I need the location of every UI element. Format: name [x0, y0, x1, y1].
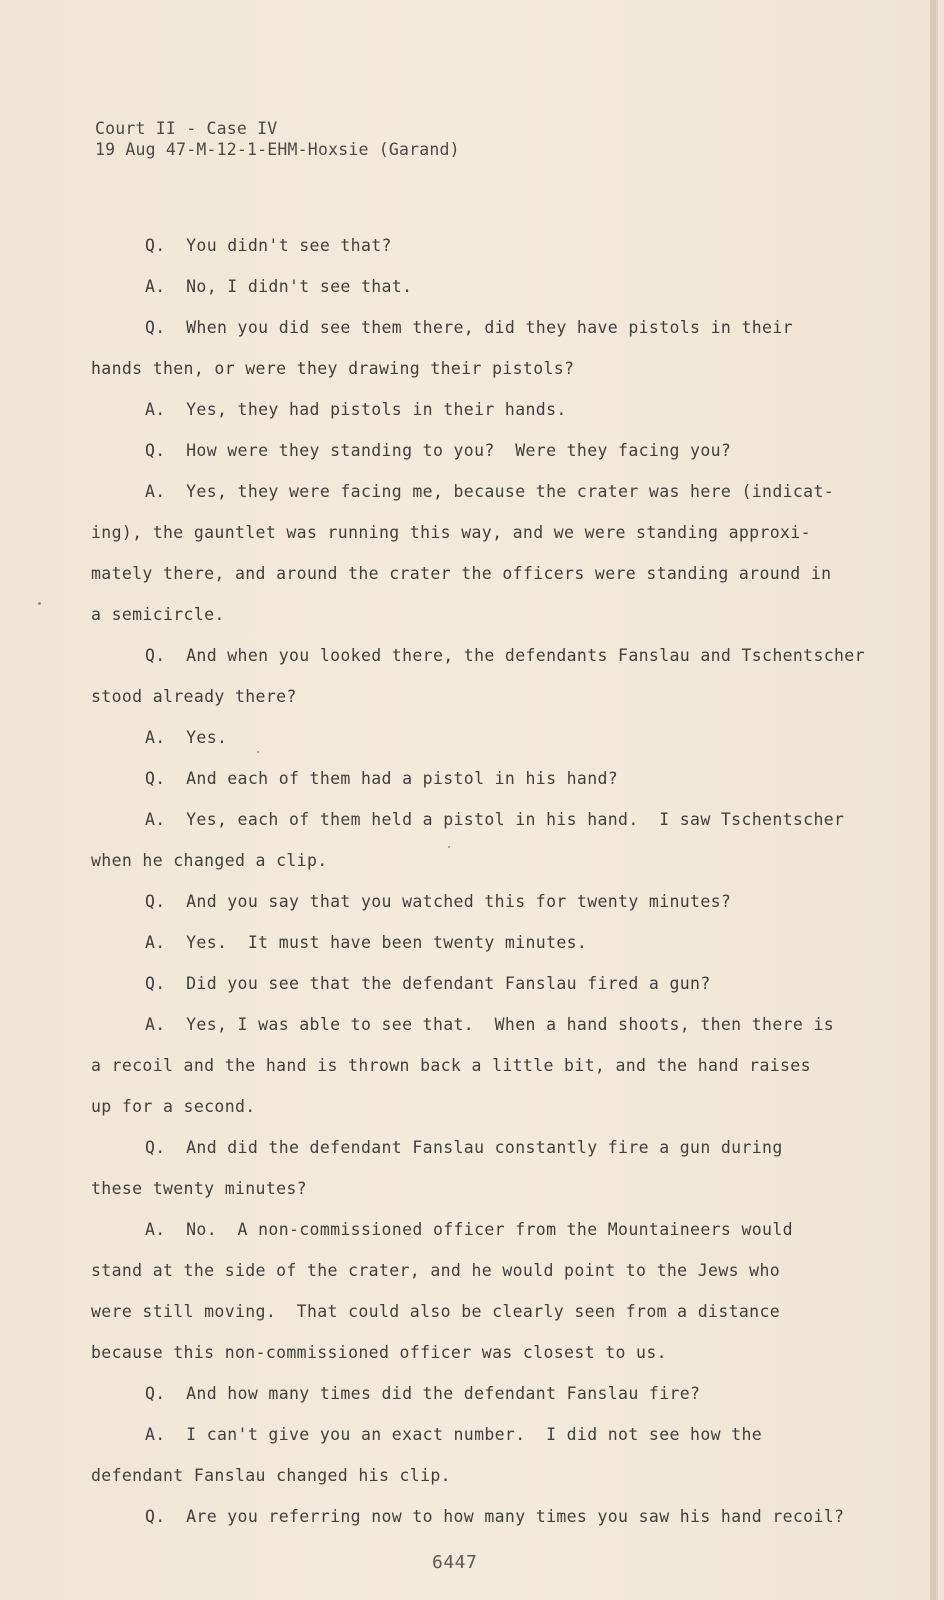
transcript-line: defendant Fanslau changed his clip.	[91, 1466, 451, 1485]
paper-speck	[38, 602, 41, 605]
transcript-line: Q. And you say that you watched this for twenty minutes?	[145, 892, 732, 911]
document-header	[95, 118, 460, 160]
transcript-line: A. Yes, they were facing me, because the crater was here (indicat-	[145, 482, 835, 501]
transcript-line: Q. How were they standing to you? Were they facing you?	[145, 441, 732, 460]
transcript-line: when he changed a clip.	[91, 851, 328, 870]
transcript-line: A. Yes. It must have been twenty minutes.	[145, 933, 588, 952]
case-reference: 19 Aug 47-M-12-1-EHM-Hoxsie (Garand)	[95, 140, 460, 159]
transcript-line: A. I can't give you an exact number. I did not see how the	[145, 1425, 763, 1444]
transcript-line: Q. When you did see them there, did they have pistols in their	[145, 318, 793, 337]
transcript-line: hands then, or were they drawing their pistols?	[91, 359, 575, 378]
transcript-line: Q. Are you referring now to how many times you saw his hand recoil?	[145, 1507, 845, 1526]
transcript-line: A. Yes, each of them held a pistol in his hand. I saw Tschentscher	[145, 810, 845, 829]
transcript-line: Q. And each of them had a pistol in his hand?	[145, 769, 619, 788]
transcript-line: A. No, I didn't see that.	[145, 277, 413, 296]
paper-speck	[257, 751, 259, 753]
transcript-line: stood already there?	[91, 687, 297, 706]
transcript-line: A. Yes, I was able to see that. When a hand shoots, then there is	[145, 1015, 835, 1034]
paper-speck	[448, 846, 450, 848]
transcript-line: these twenty minutes?	[91, 1179, 307, 1198]
transcript-line: Q. And when you looked there, the defendants Fanslau and Tschentscher	[145, 646, 865, 665]
transcript-line: were still moving. That could also be clearly seen from a distance	[91, 1302, 781, 1321]
transcript-line: A. No. A non-commissioned officer from the Mountaineers would	[145, 1220, 793, 1239]
transcript-line: Q. Did you see that the defendant Fanslau fired a gun?	[145, 974, 711, 993]
transcript-line: A. Yes.	[145, 728, 228, 747]
transcript-line: Q. And how many times did the defendant Fanslau fire?	[145, 1384, 701, 1403]
transcript-line: ing), the gauntlet was running this way, and we were standing approxi-	[91, 523, 811, 542]
case-title: Court II - Case IV	[95, 119, 278, 138]
page-edge	[930, 0, 936, 1600]
transcript-line: a semicircle.	[91, 605, 225, 624]
transcript-line: stand at the side of the crater, and he would point to the Jews who	[91, 1261, 781, 1280]
transcript-line: A. Yes, they had pistols in their hands.	[145, 400, 567, 419]
transcript-line: Q. And did the defendant Fanslau constantly fire a gun during	[145, 1138, 783, 1157]
transcript-line: a recoil and the hand is thrown back a little bit, and the hand raises	[91, 1056, 811, 1075]
transcript-line: up for a second.	[91, 1097, 256, 1116]
transcript-line: Q. You didn't see that?	[145, 236, 392, 255]
transcript-line: mately there, and around the crater the officers were standing around in	[91, 564, 832, 583]
page-number: 6447	[432, 1552, 478, 1573]
transcript-line: because this non-commissioned officer was closest to us.	[91, 1343, 667, 1362]
